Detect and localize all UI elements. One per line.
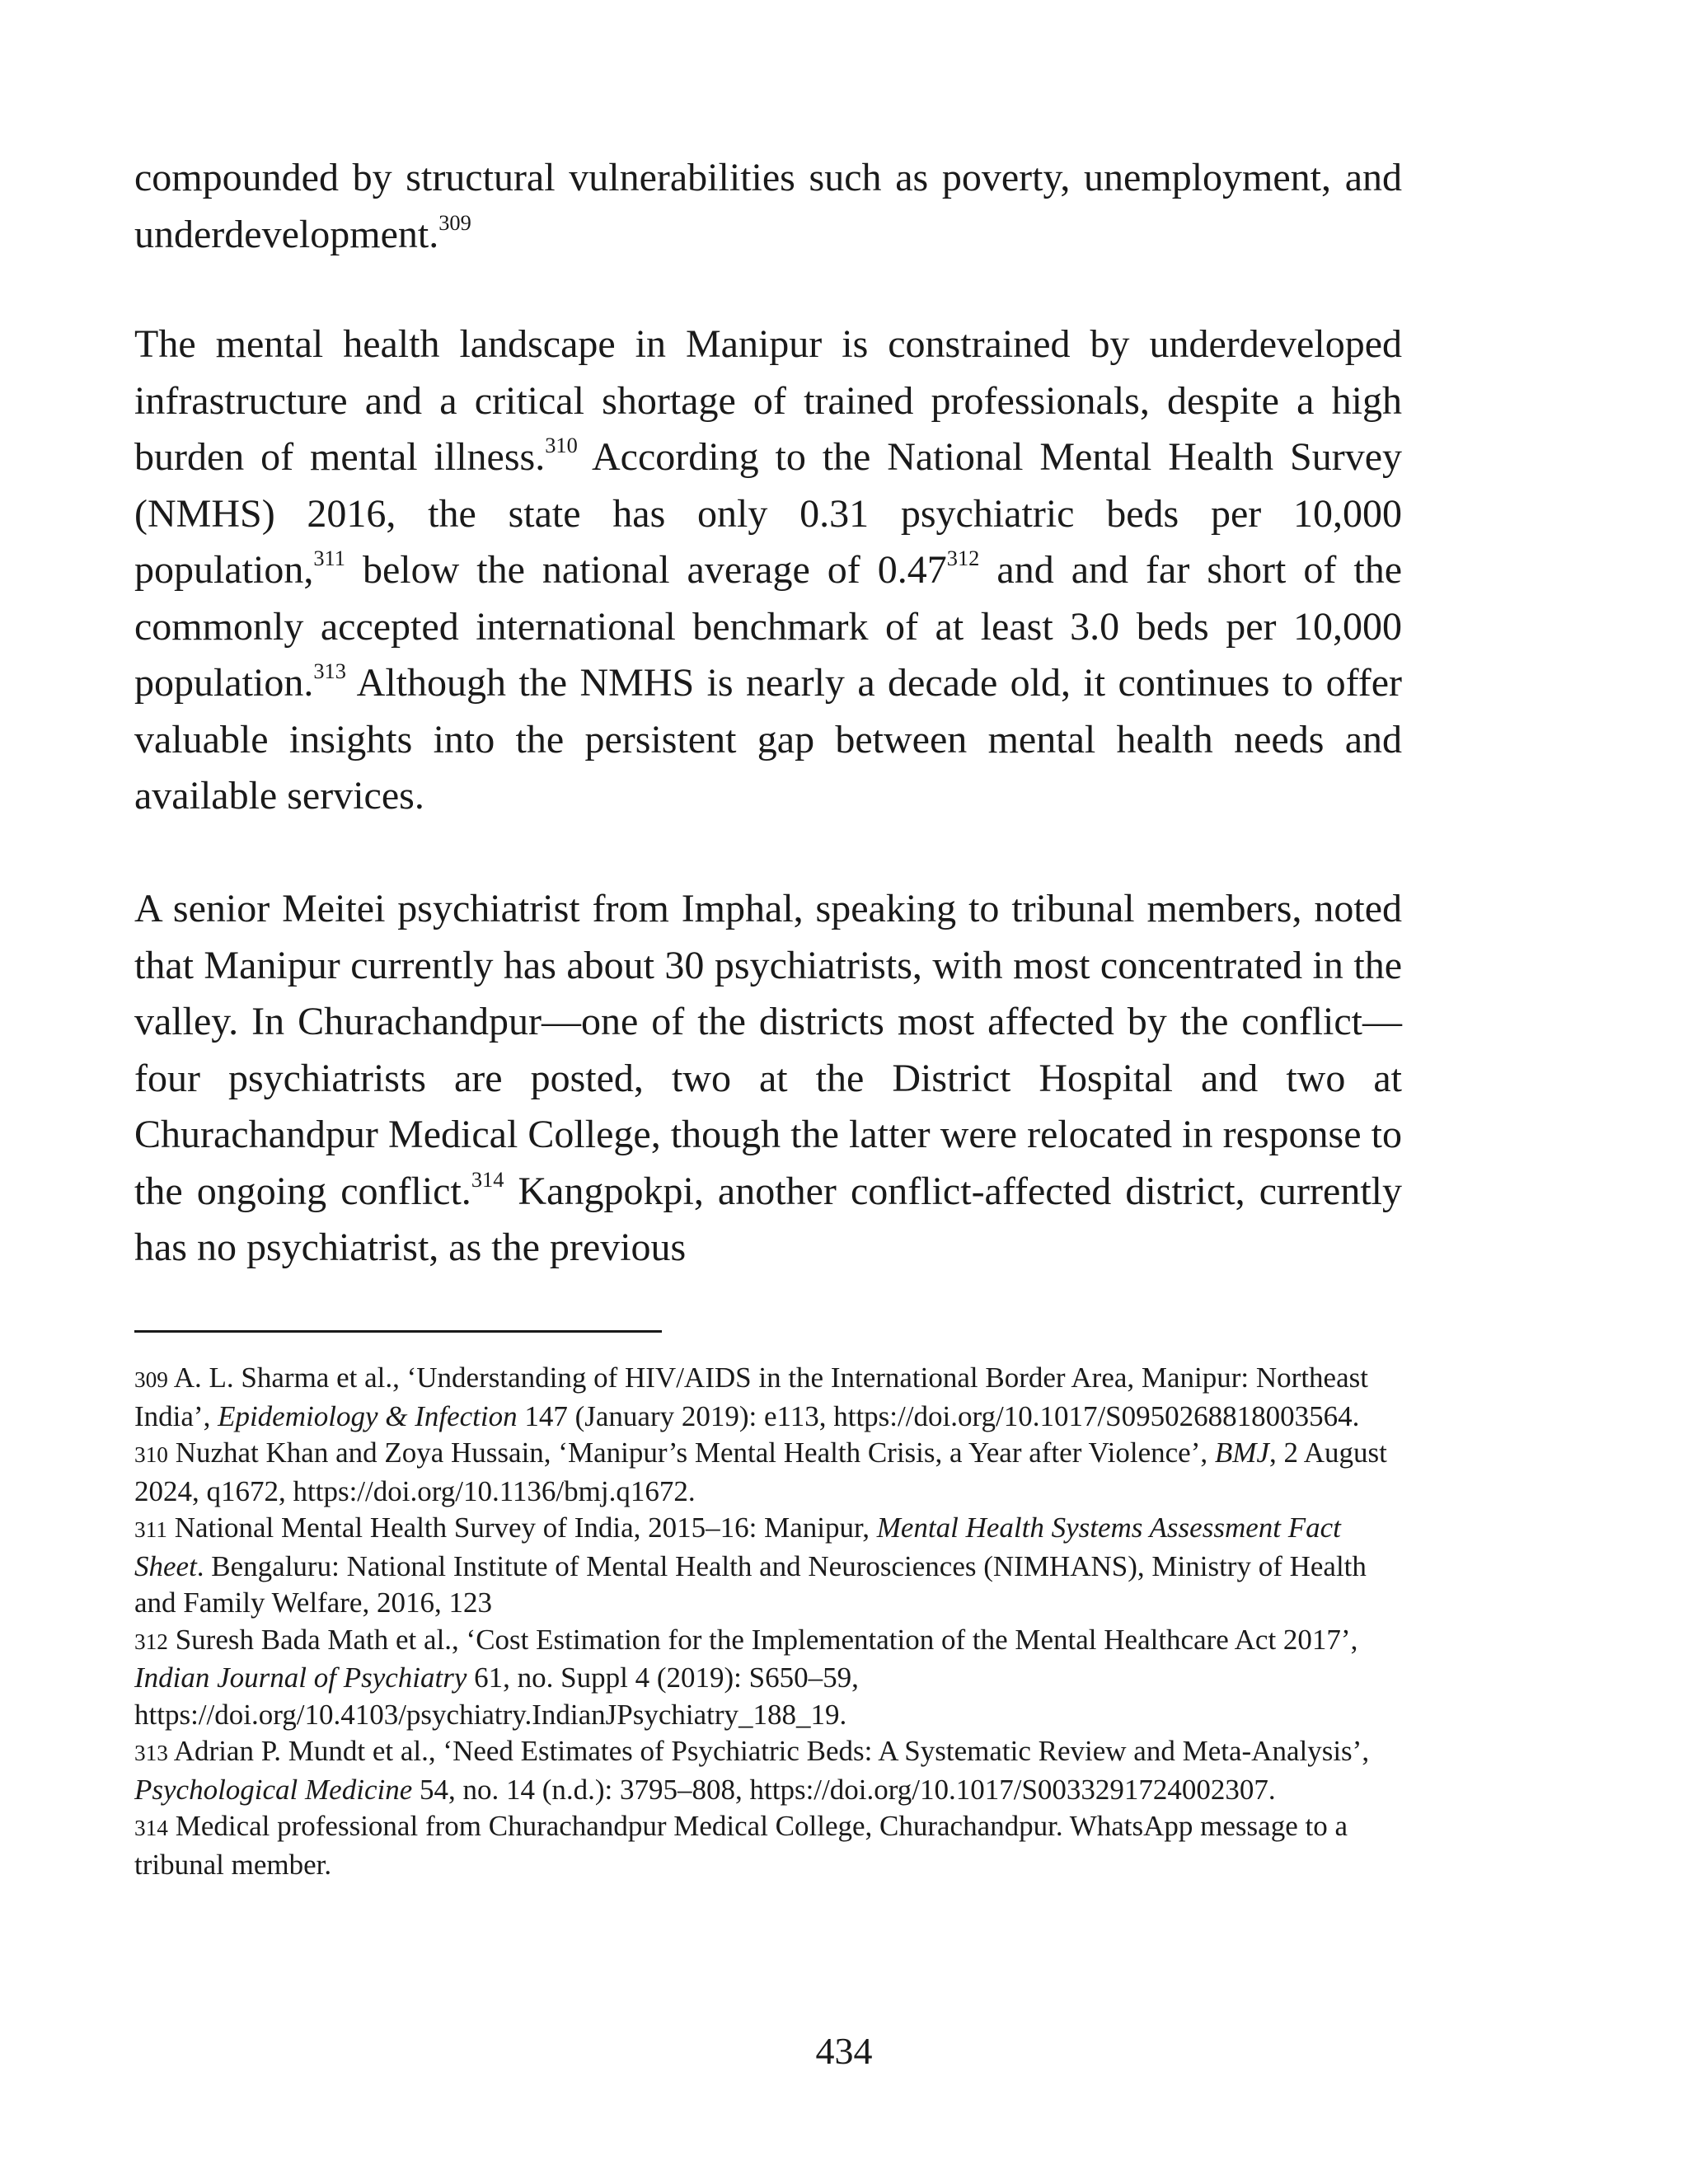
footnote-separator bbox=[134, 1330, 662, 1333]
footnote-number: 312 bbox=[134, 1629, 168, 1654]
footnote-journal-title: BMJ bbox=[1214, 1436, 1269, 1469]
footnote-number: 310 bbox=[134, 1442, 168, 1467]
footnote-text: Nuzhat Khan and Zoya Hussain, ‘Manipur’s Mental Health Crisis, a Year after Violence’, bbox=[167, 1436, 1215, 1469]
footnote-312 bbox=[134, 1622, 1402, 1734]
footnote-text: Medical professional from Churachandpur Medical College, Churachandpur. WhatsApp message to a tribunal member. bbox=[134, 1810, 1348, 1881]
body-paragraph-2 bbox=[134, 316, 1402, 825]
paragraph-text: and and far short of the commonly accepted international benchmark of at least 3.0 beds per 10,000 population. bbox=[134, 548, 1402, 705]
footnote-publication-title: Mental Health Systems Assessment Fact Sheet bbox=[134, 1511, 1341, 1582]
footnote-text: Adrian P. Mundt et al., ‘Need Estimates of Psychiatric Beds: A Systematic Review and Meta-Analysis’, bbox=[167, 1735, 1370, 1767]
footnotes-section bbox=[134, 1360, 1402, 1883]
footnote-text: Suresh Bada Math et al., ‘Cost Estimation for the Implementation of the Mental Healthcare Act 2017’, bbox=[167, 1623, 1358, 1656]
footnote-number: 311 bbox=[134, 1517, 167, 1542]
footnote-314 bbox=[134, 1808, 1402, 1883]
footnote-text-with-link[interactable]: 61, no. Suppl 4 (2019): S650–59, https://doi.org/10.4103/psychiatry.IndianJPsychiatry_188_19. bbox=[134, 1661, 859, 1731]
paragraph-text: compounded by structural vulnerabilities such as poverty, unemployment, and underdevelopment. bbox=[134, 156, 1402, 256]
footnote-reference[interactable]: 312 bbox=[946, 546, 980, 571]
paragraph-text: A senior Meitei psychiatrist from Imphal, speaking to tribunal members, noted that Manipur currently has about 30 psychiatrists, with most concentrated in the valley. In Churachandpur—one of the districts most affected by the conflict—four psychiatrists are posted, two at the District Hospital and two at Churachandpur Medical College, though the latter were relocated in response to the ongoing conflict. bbox=[134, 887, 1402, 1213]
footnote-text: National Mental Health Survey of India, 2015–16: Manipur, bbox=[166, 1511, 877, 1544]
paragraph-text: Although the NMHS is nearly a decade old, it continues to offer valuable insights into the persistent gap between mental health needs and available services. bbox=[134, 661, 1402, 818]
footnote-309 bbox=[134, 1360, 1402, 1435]
footnote-journal-title: Indian Journal of Psychiatry bbox=[134, 1661, 467, 1694]
footnote-reference[interactable]: 310 bbox=[545, 433, 578, 458]
paragraph-text: below the national average of 0.47 bbox=[345, 548, 947, 592]
footnote-journal-title: Psychological Medicine bbox=[134, 1773, 413, 1806]
footnote-reference[interactable]: 309 bbox=[438, 209, 471, 235]
paragraph-text: According to the National Mental Health Survey (NMHS) 2016, the state has only 0.31 psychiatric beds per 10,000 population, bbox=[134, 435, 1402, 592]
page-number: 434 bbox=[815, 2030, 873, 2072]
footnote-text-with-link[interactable]: 54, no. 14 (n.d.): 3795–808, https://doi.org/10.1017/S0033291724002307. bbox=[412, 1773, 1276, 1806]
body-paragraph-3 bbox=[134, 881, 1402, 1277]
footnote-number: 313 bbox=[134, 1741, 168, 1765]
footnote-text: . Bengaluru: National Institute of Mental Health and Neurosciences (NIMHANS), Ministry of Health and Family Welfare, 2016, 123 bbox=[134, 1549, 1367, 1619]
footnote-313 bbox=[134, 1733, 1402, 1808]
body-paragraph-1 bbox=[134, 150, 1402, 263]
footnote-311 bbox=[134, 1510, 1402, 1622]
footnote-reference[interactable]: 311 bbox=[313, 546, 345, 571]
footnote-text-with-link[interactable]: , 2 August 2024, q1672, https://doi.org/10.1136/bmj.q1672. bbox=[134, 1436, 1387, 1507]
footnote-text-with-link[interactable]: 147 (January 2019): e113, https://doi.org/10.1017/S0950268818003564. bbox=[517, 1399, 1360, 1432]
footnote-number: 309 bbox=[134, 1367, 168, 1392]
footnote-reference[interactable]: 314 bbox=[471, 1166, 504, 1192]
footnote-journal-title: Epidemiology & Infection bbox=[218, 1399, 518, 1432]
footnote-number: 314 bbox=[134, 1816, 168, 1840]
footnote-reference[interactable]: 313 bbox=[313, 658, 346, 684]
paragraph-text: Kangpokpi, another conflict-affected district, currently has no psychiatrist, as the previous bbox=[134, 1169, 1403, 1269]
paragraph-text: The mental health landscape in Manipur is constrained by underdeveloped infrastructure and a critical shortage of trained professionals, despite a high burden of mental illness. bbox=[134, 322, 1402, 479]
footnote-310 bbox=[134, 1435, 1402, 1510]
footnote-text: A. L. Sharma et al., ‘Understanding of HIV/AIDS in the International Border Area, Manipur: Northeast India’, bbox=[134, 1361, 1368, 1432]
